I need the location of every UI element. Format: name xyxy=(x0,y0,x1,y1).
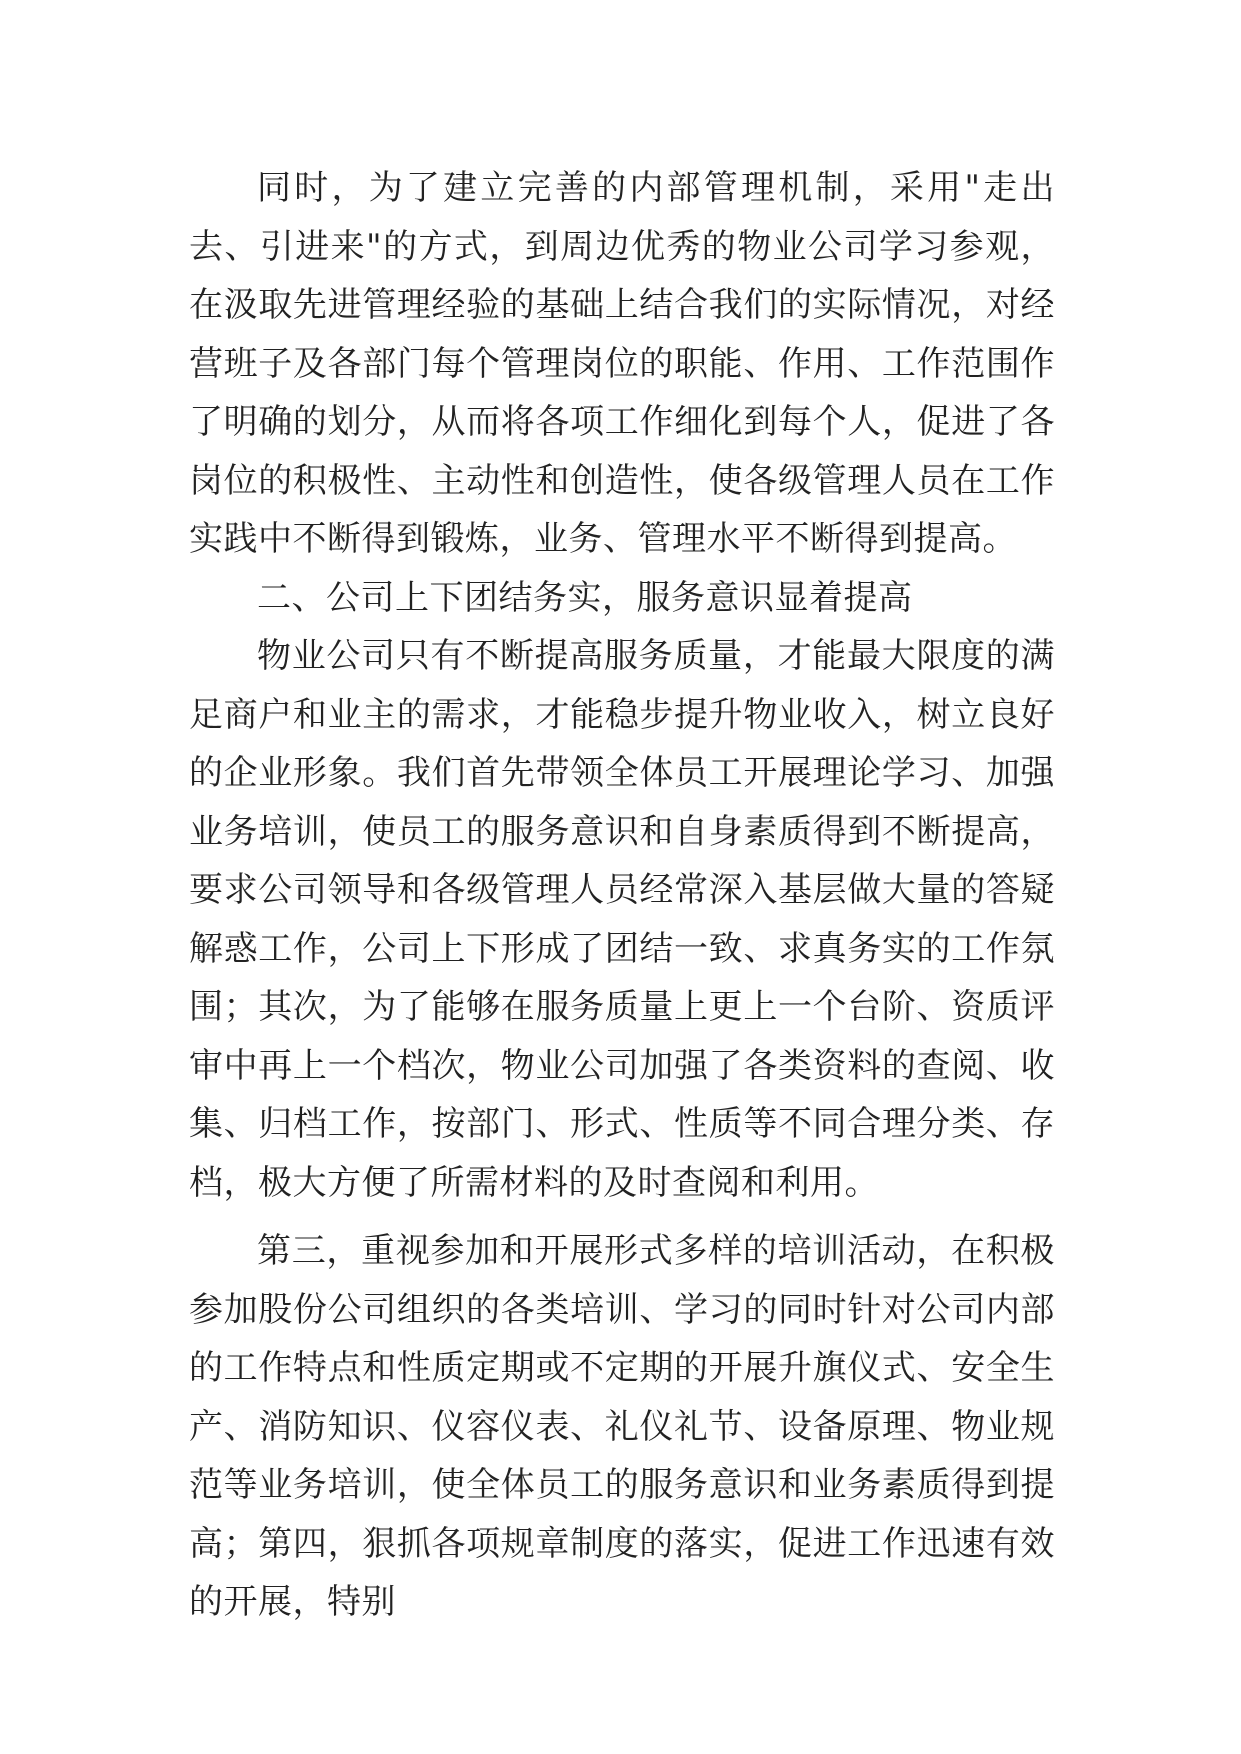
section-heading-two: 二、公司上下团结务实，服务意识显着提高 xyxy=(257,577,913,618)
body-text xyxy=(189,159,1055,1632)
paragraph-training-activities: 第三，重视参加和开展形式多样的培训活动，在积极参加股份公司组织的各类培训、学习的同时针对公司内部的工作特点和性质定期或不定期的开展升旗仪式、安全生产、消防知识、仪容仪表、礼仪礼节、设备原理、物业规范等业务培训，使全体员工的服务意识和业务素质得到提高；第四，狠抓各项规章制度的落实，促进工作迅速有效的开展，特别 xyxy=(189,1231,1055,1622)
paragraph-management-mechanism: 同时，为了建立完善的内部管理机制，采用"走出去、引进来"的方式，到周边优秀的物业公司学习参观，在汲取先进管理经验的基础上结合我们的实际情况，对经营班子及各部门每个管理岗位的职能、作用、工作范围作了明确的划分，从而将各项工作细化到每个人，促进了各岗位的积极性、主动性和创造性，使各级管理人员在工作实践中不断得到锻炼，业务、管理水平不断得到提高。 xyxy=(189,168,1055,559)
paragraph-service-quality: 物业公司只有不断提高服务质量，才能最大限度的满足商户和业主的需求，才能稳步提升物业收入，树立良好的企业形象。我们首先带领全体员工开展理论学习、加强业务培训，使员工的服务意识和自身素质得到不断提高，要求公司领导和各级管理人员经常深入基层做大量的答疑解惑工作，公司上下形成了团结一致、求真务实的工作氛围；其次，为了能够在服务质量上更上一个台阶、资质评审中再上一个档次，物业公司加强了各类资料的查阅、收集、归档工作，按部门、形式、性质等不同合理分类、存档，极大方便了所需材料的及时查阅和利用。 xyxy=(189,636,1055,1203)
